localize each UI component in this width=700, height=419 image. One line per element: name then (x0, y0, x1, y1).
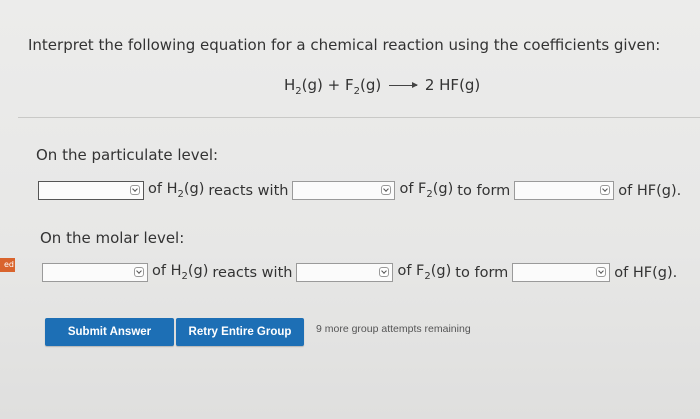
question-prompt: Interpret the following equation for a chemical reaction using the coefficients given: (28, 36, 661, 54)
side-tab[interactable]: ed (0, 258, 15, 272)
chevron-down-icon (130, 185, 140, 195)
particulate-f2-text: of $F_2(g)$ (399, 181, 454, 200)
particulate-hf-amount-select[interactable] (514, 181, 614, 200)
chevron-down-icon (600, 185, 610, 195)
particulate-level-label: On the particulate level: (36, 146, 219, 164)
particulate-f2-amount-select[interactable] (292, 181, 395, 200)
particulate-reacts-with-text: reacts with (208, 182, 289, 199)
retry-entire-group-button[interactable]: Retry Entire Group (176, 318, 304, 346)
particulate-level-row (38, 181, 685, 200)
submit-answer-button[interactable]: Submit Answer (45, 318, 174, 346)
particulate-h2-amount-select[interactable] (38, 181, 144, 200)
attempts-remaining-text: 9 more group attempts remaining (316, 323, 471, 335)
chevron-down-icon (379, 267, 389, 277)
molar-level-label: On the molar level: (40, 229, 185, 247)
equation-product: 2 HF(g) (424, 76, 481, 94)
reaction-arrow-icon (389, 85, 417, 86)
molar-level-row (42, 263, 681, 282)
molar-to-form-text: to form (455, 264, 509, 281)
particulate-h2-text: of $H_2(g)$ (148, 181, 205, 200)
particulate-hf-text: of HF(g). (618, 182, 682, 199)
molar-h2-text: of $H_2(g)$ (152, 263, 209, 282)
particulate-to-form-text: to form (457, 182, 511, 199)
molar-hf-amount-select[interactable] (512, 263, 610, 282)
equation-reactant-1: $H_2(g)$ (284, 76, 323, 97)
equation-reactant-2: $F_2(g)$ (345, 76, 382, 97)
molar-hf-text: of HF(g). (614, 264, 678, 281)
molar-f2-amount-select[interactable] (296, 263, 393, 282)
divider (18, 117, 700, 118)
chevron-down-icon (134, 267, 144, 277)
molar-reacts-with-text: reacts with (212, 264, 293, 281)
equation-plus: + (327, 76, 341, 94)
chevron-down-icon (381, 185, 391, 195)
molar-h2-amount-select[interactable] (42, 263, 148, 282)
chemical-equation (284, 76, 480, 97)
molar-f2-text: of $F_2(g)$ (397, 263, 452, 282)
chevron-down-icon (596, 267, 606, 277)
